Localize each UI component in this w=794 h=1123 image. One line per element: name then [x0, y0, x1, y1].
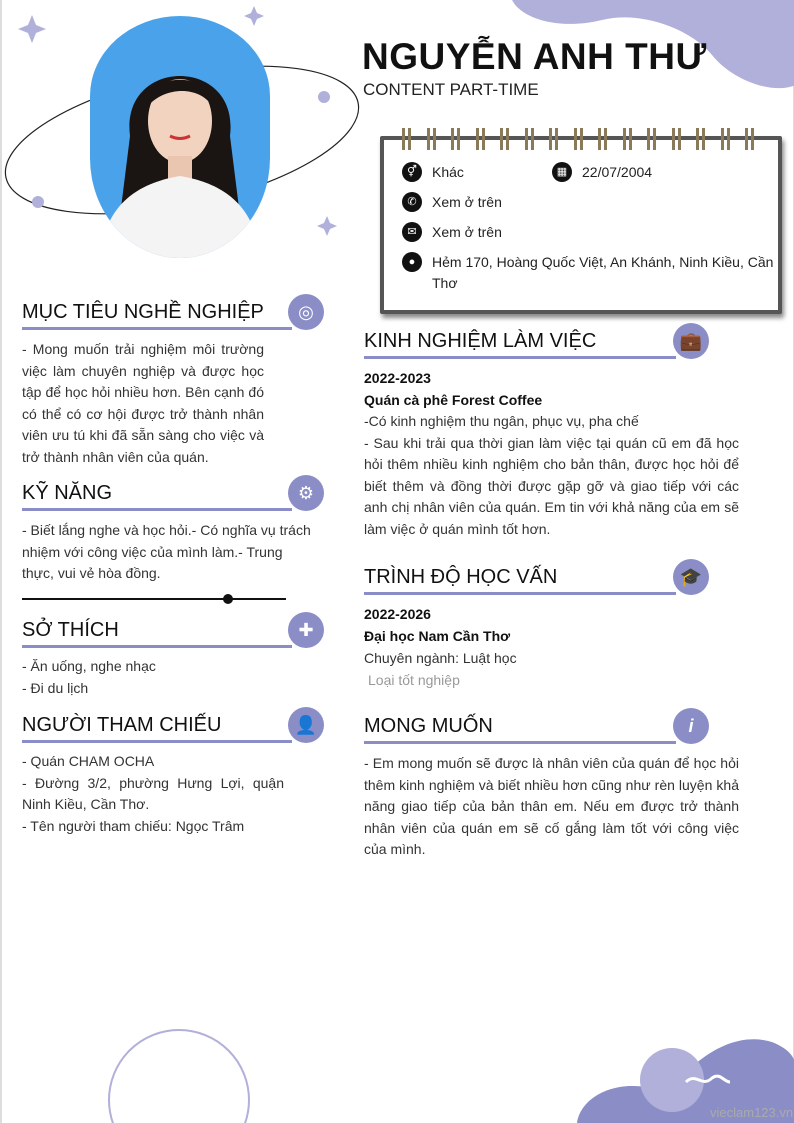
phone-icon: ✆ — [402, 192, 422, 212]
spiral-ring — [451, 128, 460, 150]
sparkle-icon — [317, 216, 337, 236]
gear-icon: ⚙ — [288, 475, 324, 511]
graduation-cap-icon: 🎓 — [673, 559, 709, 595]
education-school: Đại học Nam Cần Thơ — [364, 628, 511, 644]
spiral-ring — [427, 128, 436, 150]
spiral-ring — [647, 128, 656, 150]
skills-title: KỸ NĂNG — [22, 482, 113, 504]
sparkle-icon — [244, 6, 264, 26]
spiral-ring — [574, 128, 583, 150]
objective-header — [22, 296, 324, 330]
divider-dot — [223, 594, 233, 604]
sparkle-icon — [18, 15, 46, 43]
candidate-name: NGUYỄN ANH THƯ — [362, 36, 707, 77]
spiral-ring — [598, 128, 607, 150]
education-body — [364, 603, 739, 691]
hobby-item: - Ăn uống, nghe nhạc — [22, 658, 156, 674]
spiral-ring — [525, 128, 534, 150]
objective-title: MỤC TIÊU NGHỀ NGHIỆP — [22, 301, 264, 323]
spiral-ring — [402, 128, 411, 150]
address-value: Hẻm 170, Hoàng Quốc Việt, An Khánh, Ninh Kiều, Cần Thơ — [432, 254, 774, 291]
orbit-dot — [318, 91, 330, 103]
wishes-header — [364, 710, 709, 744]
spiral-ring — [500, 128, 509, 150]
info-icon: i — [673, 708, 709, 744]
hobbies-header — [22, 614, 324, 648]
profile-photo — [90, 16, 270, 258]
education-grade: Loại tốt nghiệp — [368, 672, 460, 688]
birthday-value: 22/07/2004 — [582, 164, 653, 180]
experience-period: 2022-2023 — [364, 370, 431, 386]
puzzle-icon: ✚ — [288, 612, 324, 648]
wishes-title: MONG MUỐN — [364, 715, 493, 737]
watermark: vieclam123.vn — [710, 1105, 794, 1120]
experience-body — [364, 368, 739, 540]
skills-header — [22, 477, 324, 511]
references-header — [22, 709, 324, 743]
target-icon: ◎ — [288, 294, 324, 330]
spiral-ring — [745, 128, 754, 150]
hobbies-title: SỞ THÍCH — [22, 619, 119, 641]
reference-item: - Tên người tham chiếu: Ngọc Trâm — [22, 817, 245, 834]
spiral-ring — [623, 128, 632, 150]
orbit-dot — [32, 196, 44, 208]
contact-card — [380, 136, 782, 314]
spiral-ring — [476, 128, 485, 150]
candidate-role: CONTENT PART-TIME — [363, 80, 539, 99]
experience-company: Quán cà phê Forest Coffee — [364, 391, 543, 408]
wishes-text: - Em mong muốn sẽ được là nhân viên của quán để học hỏi thêm kinh nghiệm và biết nhiều hơn cũng như rèn luyện khả năng giao tiếp của bản thân em. Nếu em được trở thành nhân viên của quán em sẽ cố gắng làm tốt với công việc của mình. — [364, 755, 739, 857]
email-icon: ✉ — [402, 222, 422, 242]
experience-header — [364, 325, 709, 359]
skills-text: - Biết lắng nghe và học hỏi.- Có nghĩa vụ trách nhiệm với công việc của mình làm.- Trung thực, vui vẻ hòa đồng. — [22, 522, 311, 581]
experience-description: - Sau khi trải qua thời gian làm việc tại quán cũ em đã học hỏi thêm nhiều kinh nghiệm cho bản thân, được học hỏi để biết thêm và đồng thời được gặp gỡ và giao tiếp với các anh chị nhân viên của quán. Em tin với khả năng của em sẽ làm việc ở quán mình tốt hơn. — [364, 434, 739, 537]
calendar-icon: ▦ — [552, 162, 572, 182]
phone-value: Xem ở trên — [432, 194, 502, 210]
references-title: NGƯỜI THAM CHIẾU — [22, 714, 222, 736]
email-value: Xem ở trên — [432, 224, 502, 240]
user-icon: 👤 — [288, 707, 324, 743]
experience-line: -Có kinh nghiệm thu ngân, phục vụ, pha chế — [364, 413, 639, 429]
gender-icon: ⚥ — [402, 162, 422, 182]
spiral-ring — [721, 128, 730, 150]
education-title: TRÌNH ĐỘ HỌC VẤN — [364, 566, 558, 588]
reference-item: - Quán CHAM OCHA — [22, 753, 155, 769]
gender-value: Khác — [432, 164, 464, 180]
education-period: 2022-2026 — [364, 606, 431, 622]
references-list — [22, 751, 284, 837]
experience-title: KINH NGHIỆM LÀM VIỆC — [364, 330, 597, 352]
bottom-circle-outline — [109, 1030, 249, 1123]
briefcase-icon: 💼 — [673, 323, 709, 359]
hobby-item: - Đi du lịch — [22, 679, 89, 696]
objective-text: - Mong muốn trải nghiệm môi trường việc làm chuyên nghiệp và được học tập để học hỏi nhiều hơn. Bên cạnh đó có thể có cơ hội được trở thành nhân viên ưu tú khi đã sẵn sàng cho việc và trở thành nhân viên của quán. — [22, 341, 264, 465]
hobbies-list — [22, 656, 317, 699]
education-header — [364, 561, 709, 595]
spiral-ring — [672, 128, 681, 150]
education-major: Chuyên ngành: Luật học — [364, 650, 517, 666]
spiral-ring — [549, 128, 558, 150]
location-icon: ● — [402, 252, 422, 272]
reference-item: - Đường 3/2, phường Hưng Lợi, quận Ninh Kiều, Cần Thơ. — [22, 774, 284, 812]
spiral-ring — [696, 128, 705, 150]
